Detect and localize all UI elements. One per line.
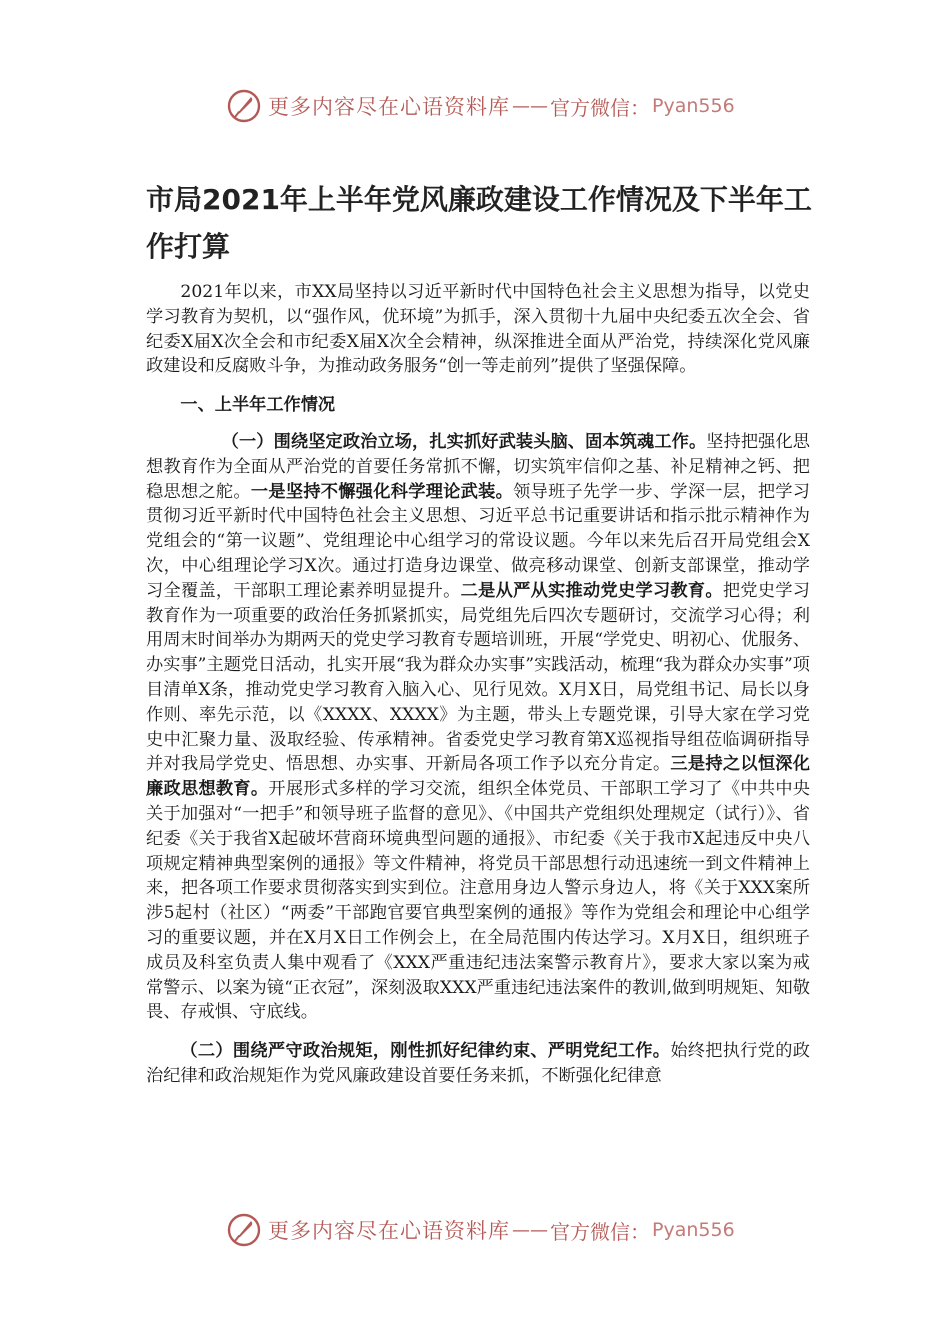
paragraph-text: 坚持把强化思想教育作为全面从严治党的首要任务常抓不懈，切实筑牢信仰之基、补足精神之钙、把稳思想之舵。 [146,431,810,502]
header-banner[interactable] [226,86,735,126]
subsection-lead-1: （一）围绕坚定政治立场，扎实抓好武装头脑、固本筑魂工作。 [221,431,707,452]
banner-promo-text: 更多内容尽在心语资料库 [268,95,510,119]
point-three-heading: 三是持之以恒深化廉政思想教育。 [146,754,810,800]
footer-banner[interactable] [226,1210,735,1250]
paragraph-text: 始终把执行党的政治纪律和政治规矩作为党风廉政建设首要任务来抓，不断强化纪律意 [146,1041,810,1086]
quill-pen-logo-icon [226,1212,262,1248]
paragraph-section-2 [146,1039,810,1089]
document-body [146,280,810,1089]
paragraph-text: 开展形式多样的学习交流，组织全体党员、干部职工学习了《中共中央关于加强对“一把手”和领导班子监督的意见》、《中国共产党组织处理规定（试行）》、省纪委《关于我省X起破坏营商环境典型问题的通报》、市纪委《关于我市X起违反中央八项规定精神典型案例的通报》等文件精神，将党员干部思想行动迅速统一到文件精神上来，把各项工作要求贯彻落实到实到位。注意用身边人警示身边人，将《关于XXX案所涉5起村（社区）“两委”干部跑官要官典型案例的通报》等作为党组会和理论中心组学习的重要议题，并在X月X日工作例会上，在全局范围内传达学习。X月X日，组织班子成员及科室负责人集中观看了《XXX严重违纪违法案警示教育片》，要求大家以案为戒常警示、以案为镜“正衣冠”，深刻汲取XXX严重违纪违法案件的教训,做到明规矩、知敬畏、存戒惧、守底线。 [146,779,810,1023]
banner-promo-text: 更多内容尽在心语资料库 [268,1219,510,1243]
banner-wechat-id: Pyan556 [652,95,735,117]
banner-wechat-id: Pyan556 [652,1219,735,1241]
banner-dash: —— [512,95,548,117]
subsection-lead-2: （二）围绕严守政治规矩，刚性抓好纪律约束、严明党纪工作。 [180,1041,671,1062]
document-title: 市局2021年上半年党风廉政建设工作情况及下半年工作打算 [146,183,812,263]
paragraph-text: 领导班子先学一步、学深一层，把学习贯彻习近平新时代中国特色社会主义思想、习近平总书记重要讲话和指示批示精神作为党组会的“第一议题”、党组理论中心组学习的常设议题。今年以来先后召开局党组会X次，中心组理论学习X次。通过打造身边课堂、做亮移动课堂、创新支部课堂，推动学习全覆盖，干部职工理论素养明显提升。 [146,481,810,601]
quill-pen-logo-icon [226,88,262,124]
banner-wechat-label: 官方微信： [550,1219,650,1244]
point-one-heading: 一是坚持不懈强化科学理论武装。 [250,481,514,502]
section-heading-first-half: 一、上半年工作情况 [180,395,336,416]
banner-wechat-label: 官方微信： [550,95,650,120]
paragraph-section-1 [146,430,810,1025]
point-two-heading: 二是从严从实推动党史学习教育。 [460,580,723,601]
intro-paragraph: 2021年以来，市XX局坚持以习近平新时代中国特色社会主义思想为指导，以党史学习教育为契机，以“强作风，优环境”为抓手，深入贯彻十九届中央纪委五次全会、省纪委X届X次全会和市纪委X届X次全会精神，纵深推进全面从严治党，持续深化党风廉政建设和反腐败斗争，为推动政务服务“创一等走前列”提供了坚强保障。 [146,282,810,377]
paragraph-text: 把党史学习教育作为一项重要的政治任务抓紧抓实，局党组先后四次专题研讨，交流学习心得；利用周末时间举办为期两天的党史学习教育专题培训班，开展“学党史、明初心、优服务、办实事”主题党日活动，扎实开展“我为群众办实事”实践活动，梳理“我为群众办实事”项目清单X条，推动党史学习教育入脑入心、见行见效。X月X日，局党组书记、局长以身作则、率先示范，以《XXXX、XXXX》为主题，带头上专题党课，引导大家在学习党史中汇聚力量、汲取经验、传承精神。省委党史学习教育第X巡视指导组莅临调研指导并对我局学党史、悟思想、办实事、开新局各项工作予以充分肯定。 [146,580,810,775]
banner-dash: —— [512,1219,548,1241]
